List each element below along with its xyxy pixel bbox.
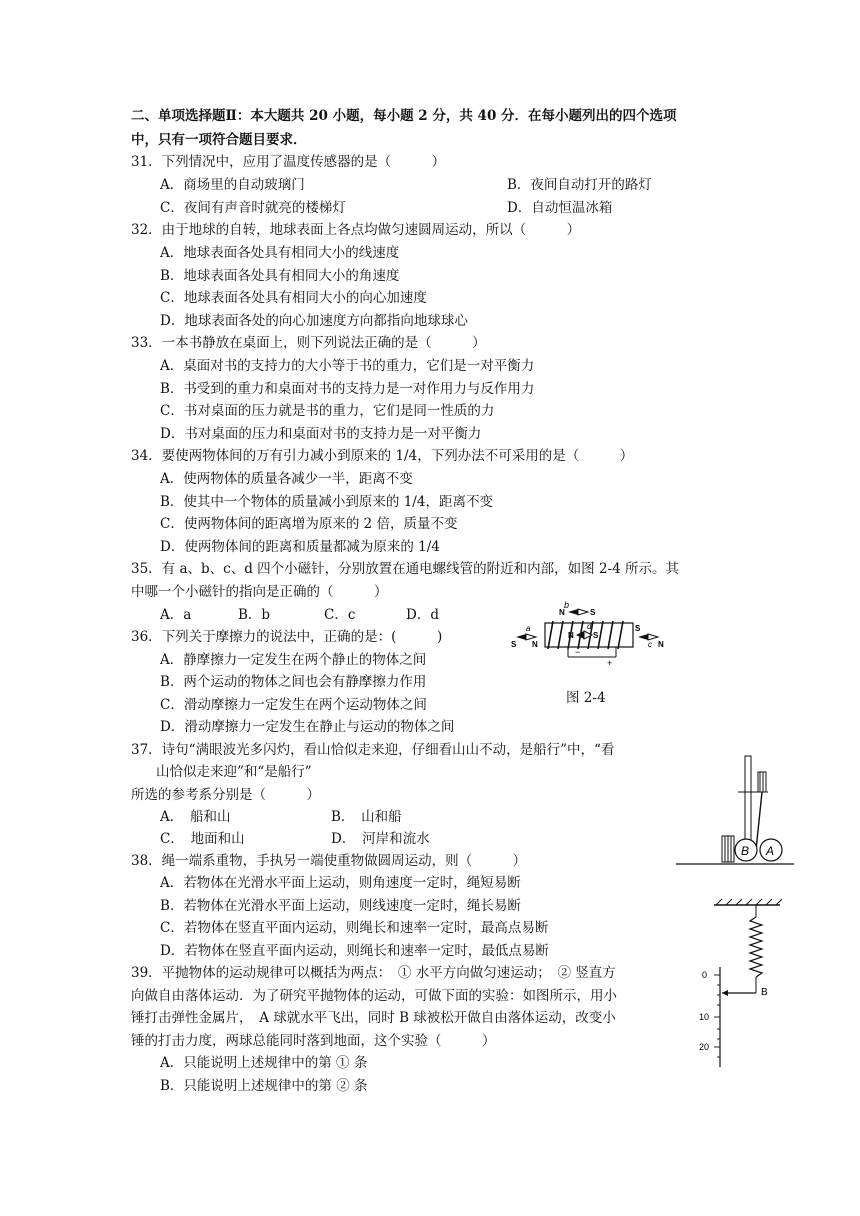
- figure-2-4-caption: 图 2-4: [566, 690, 606, 706]
- question-38-stem: 38．绳一端系重物，手执另一端使重物做圆周运动，则（ ）: [131, 853, 527, 869]
- question-38-option-c: C．若物体在竖直平面内运动，则绳长和速率一定时，最高点易断: [160, 920, 549, 936]
- question-37-option-d: D． 河岸和流水: [331, 831, 430, 847]
- needle-a-label: a: [526, 624, 531, 633]
- scale-ticks: [714, 975, 720, 1057]
- question-34-option-b: B．使其中一个物体的质量减小到原来的 1/4，距离不变: [160, 494, 493, 510]
- question-37-option-b: B． 山和船: [331, 809, 402, 825]
- needle-a-n-label: N: [532, 640, 538, 649]
- needle-c-icon: [638, 634, 648, 640]
- needle-d-s-label: S: [593, 631, 599, 640]
- question-37-option-a: A． 船和山: [160, 809, 231, 825]
- question-35-stem-line-2: 中哪一个小磁针的指向是正确的（ ）: [131, 584, 388, 600]
- question-35-option-d: D．d: [406, 607, 439, 623]
- needle-d-label: d: [587, 622, 592, 631]
- section-title-line-2: 中，只有一项符合题目要求．: [131, 132, 307, 148]
- question-34-option-c: C．使两物体间的距离增为原来的 2 倍，质量不变: [160, 516, 458, 532]
- ball-a-label: A: [766, 844, 775, 858]
- question-37-stem-line-3: 所选的参考系分别是（ ）: [131, 787, 320, 803]
- needle-c-label: c: [648, 640, 652, 649]
- question-39-stem-line-4: 锤的打击力度，两球总能同时落到地面，这个实验（ ）: [131, 1033, 496, 1049]
- question-32-option-a: A．地球表面各处具有相同大小的线速度: [160, 245, 400, 261]
- question-31-option-b: B．夜间自动打开的路灯: [507, 177, 652, 193]
- question-38-option-b: B．若物体在光滑水平面上运动，则线速度一定时，绳长易断: [160, 898, 521, 914]
- needle-b-icon: [568, 609, 578, 615]
- battery-plus-label: +: [607, 658, 613, 668]
- question-34-stem: 34．要使两物体间的万有引力减小到原来的 1/4，下列办法不可采用的是（ ）: [131, 448, 634, 464]
- question-32-option-d: D．地球表面各处的向心加速度方向都指向地球球心: [160, 313, 468, 329]
- question-34-option-a: A．使两物体的质量各减少一半，距离不变: [160, 471, 413, 487]
- section-title-line-1: 二、单项选择题Ⅱ：本大题共 20 小题，每小题 2 分，共 40 分．在每小题列出的四个选项: [131, 108, 677, 124]
- needle-d-n-label: N: [568, 631, 574, 640]
- needle-c-n-label: N: [658, 640, 664, 649]
- question-39-stem-line-2: 向做自由落体运动．为了研究平抛物体的运动，可做下面的实验：如图所示，用小: [131, 988, 617, 1004]
- pointer-b-label: B: [761, 987, 768, 998]
- ball-b-label: B: [741, 844, 750, 858]
- question-35-option-c: C．c: [324, 607, 356, 623]
- scale-label-0: 0: [702, 970, 708, 980]
- question-35-option-b: B．b: [238, 607, 271, 623]
- question-39-option-b: B．只能说明上述规律中的第 ② 条: [160, 1078, 368, 1094]
- needle-b-n-label: N: [559, 608, 565, 617]
- question-32-stem: 32．由于地球的自转，地球表面上各点均做匀速圆周运动，所以（ ）: [131, 222, 581, 238]
- question-39-stem-line-3: 锤打击弹性金属片， A 球就水平飞出，同时 B 球被松开做自由落体运动，改变小: [131, 1010, 616, 1026]
- question-33-option-d: D．书对桌面的压力和桌面对书的支持力是一对平衡力: [160, 426, 482, 442]
- ceiling-hatch-icon: [716, 899, 782, 905]
- question-35-option-a: A．a: [160, 607, 192, 623]
- spring-icon: [750, 917, 762, 977]
- question-34-option-d: D．使两物体间的距离和质量都减为原来的 1/4: [160, 539, 440, 555]
- question-38-option-d: D．若物体在竖直平面内运动，则绳长和速率一定时，最低点易断: [160, 943, 549, 959]
- hammer-handle: [756, 792, 762, 850]
- question-32-option-b: B．地球表面各处具有相同大小的角速度: [160, 268, 400, 284]
- question-33-stem: 33．一本书静放在桌面上，则下列说法正确的是（ ）: [131, 335, 486, 351]
- question-33-option-c: C．书对桌面的压力就是书的重力，它们是同一性质的力: [160, 403, 495, 419]
- spring-scale-diagram: [698, 897, 798, 1072]
- scale-label-10: 10: [699, 1012, 710, 1022]
- battery-minus-label: −: [575, 647, 581, 657]
- question-36-option-d: D．滑动摩擦力一定发生在静止与运动的物体之间: [160, 719, 455, 735]
- question-37-option-c: C． 地面和山: [160, 831, 245, 847]
- question-39-stem-line-1: 39．平抛物体的运动规律可以概括为两点： ① 水平方向做匀速运动； ② 竖直方: [131, 965, 616, 981]
- question-31-option-d: D．自动恒温冰箱: [507, 200, 613, 216]
- question-37-stem-line-2: 山恰似走来迎”和“是船行”: [156, 764, 312, 780]
- needle-b-s-label: S: [590, 608, 596, 617]
- question-32-option-c: C．地球表面各处具有相同大小的向心加速度: [160, 290, 427, 306]
- question-37-stem-line-1: 37．诗句“满眼波光多闪灼，看山恰似走来迎，仔细看山山不动，是船行”中，“看: [131, 742, 615, 758]
- hammer-balls-diagram: [676, 742, 796, 867]
- question-39-option-a: A．只能说明上述规律中的第 ① 条: [160, 1055, 368, 1071]
- question-38-option-a: A．若物体在光滑水平面上运动，则角速度一定时，绳短易断: [160, 875, 521, 891]
- pointer-arrow-icon: [722, 990, 728, 996]
- question-31-option-a: A．商场里的自动玻璃门: [160, 177, 305, 193]
- needle-b-label: b: [564, 600, 570, 610]
- question-36-stem: 36．下列关于摩擦力的说法中，正确的是：( ): [131, 629, 443, 645]
- question-36-option-b: B．两个运动的物体之间也会有静摩擦力作用: [160, 674, 427, 690]
- needle-a-s-label: S: [511, 640, 517, 649]
- question-36-option-a: A．静摩擦力一定发生在两个静止的物体之间: [160, 652, 427, 668]
- needle-c-s-label: S: [635, 624, 641, 633]
- hammer-head-icon: [758, 772, 766, 792]
- question-33-option-a: A．桌面对书的支持力的大小等于书的重力，它们是一对平衡力: [160, 358, 535, 374]
- question-33-option-b: B．书受到的重力和桌面对书的支持力是一对作用力与反作用力: [160, 381, 535, 397]
- question-31-stem: 31．下列情况中，应用了温度传感器的是（ ）: [131, 154, 446, 170]
- scale-label-20: 20: [699, 1042, 710, 1052]
- question-35-stem-line-1: 35．有 a、b、c、d 四个小磁针，分别放置在通电螺线管的附近和内部，如图 2-4 所示。其: [131, 561, 679, 577]
- question-31-option-c: C．夜间有声音时就亮的楼梯灯: [160, 200, 346, 216]
- needle-a-icon: [516, 634, 526, 640]
- solenoid-diagram: [508, 595, 668, 670]
- stand-post: [745, 756, 751, 851]
- question-36-option-c: C．滑动摩擦力一定发生在两个运动物体之间: [160, 697, 427, 713]
